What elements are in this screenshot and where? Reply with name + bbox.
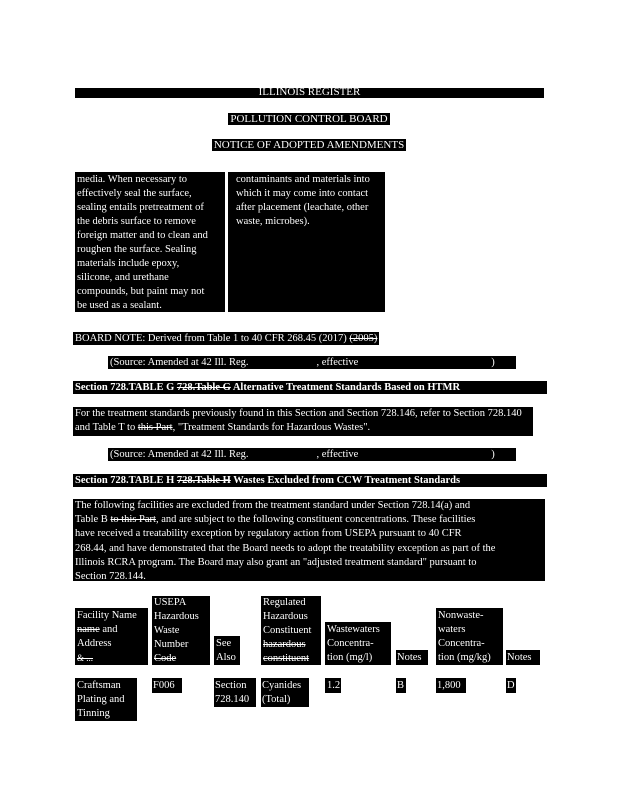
th-see-also: See Also (216, 638, 236, 663)
th-usepa: USEPA Hazardous Waste Number Code (154, 597, 199, 664)
register-title: ILLINOIS REGISTER (258, 86, 361, 98)
source-note-1: (Source: Amended at 42 Ill. Reg. , effective ) (108, 356, 516, 369)
td-ww-conc: 1.2 (327, 680, 341, 691)
board-note: BOARD NOTE: Derived from Table 1 to 40 CFR 268.45 (2017) (2005) (75, 333, 378, 344)
td-nww-notes: D (507, 680, 515, 691)
td-see-also: Section 728.140 (215, 680, 250, 705)
section-g-body: For the treatment standards previously found in this Section and Section 728.146, refer to Section 728.140 and Table T to this Part, "Treatment Standards for Hazardous Wastes". (73, 407, 533, 436)
table-row: Craftsman Plating and Tinning (77, 680, 125, 719)
td-constituent: Cyanides (Total) (262, 680, 302, 705)
th-wastewaters: Wastewaters Concentra- tion (mg/l) (327, 624, 380, 663)
notice-title: NOTICE OF ADOPTED AMENDMENTS (213, 139, 405, 151)
agency-title: POLLUTION CONTROL BOARD (230, 113, 388, 125)
th-facility: Facility Name name and Address & ... (77, 610, 137, 663)
section-h-title: Section 728.TABLE H 728.Table H Wastes Excluded from CCW Treatment Standards (73, 474, 547, 487)
section-g-title: Section 728.TABLE G 728.Table G Alternative Treatment Standards Based on HTMR (73, 381, 547, 394)
td-code: F006 (153, 680, 175, 691)
source-note-2: (Source: Amended at 42 Ill. Reg. , effective ) (108, 448, 516, 461)
td-ww-notes: B (397, 680, 405, 691)
section-h-body: The following facilities are excluded from the treatment standard under Section 728.14(a) and Table B to this Part, and are subject to the following constituent concentrations. These facilities have received a treatability exception by regulatory action from USEPA pursuant to 40 CFR 268.44, and have demonstrated that the Board needs to adopt the treatability exception as part of the Illinois RCRA program. The Board may also grant an "adjusted treatment standard" pursuant to Section 728.144. (73, 499, 545, 581)
right-cell-text: contaminants and materials into which it may come into contact after placement (leachate, other waste, microbes). (236, 174, 370, 227)
section-h-line-2: Table B to this Part, and are subject to the following constituent concentrations. These facilities (75, 514, 476, 526)
left-cell-text: media. When necessary to effectively seal the surface, sealing entails pretreatment of the debris surface to remove foreign matter and to clean and roughen the surface. Sealing materials include epoxy, silicone, and urethane compounds, but paint may not be used as a sealant. (77, 174, 208, 311)
table-cell-left (75, 172, 225, 312)
th-constituent: Regulated Hazardous Constituent hazardous constituent (263, 597, 312, 664)
td-nww-conc: 1,800 (437, 680, 461, 691)
th-nonwastewaters: Nonwaste- waters Concentra- tion (mg/kg) (438, 610, 491, 663)
table-cell-right (228, 172, 385, 312)
th-notes-2: Notes (507, 652, 532, 663)
th-notes-1: Notes (397, 652, 422, 663)
